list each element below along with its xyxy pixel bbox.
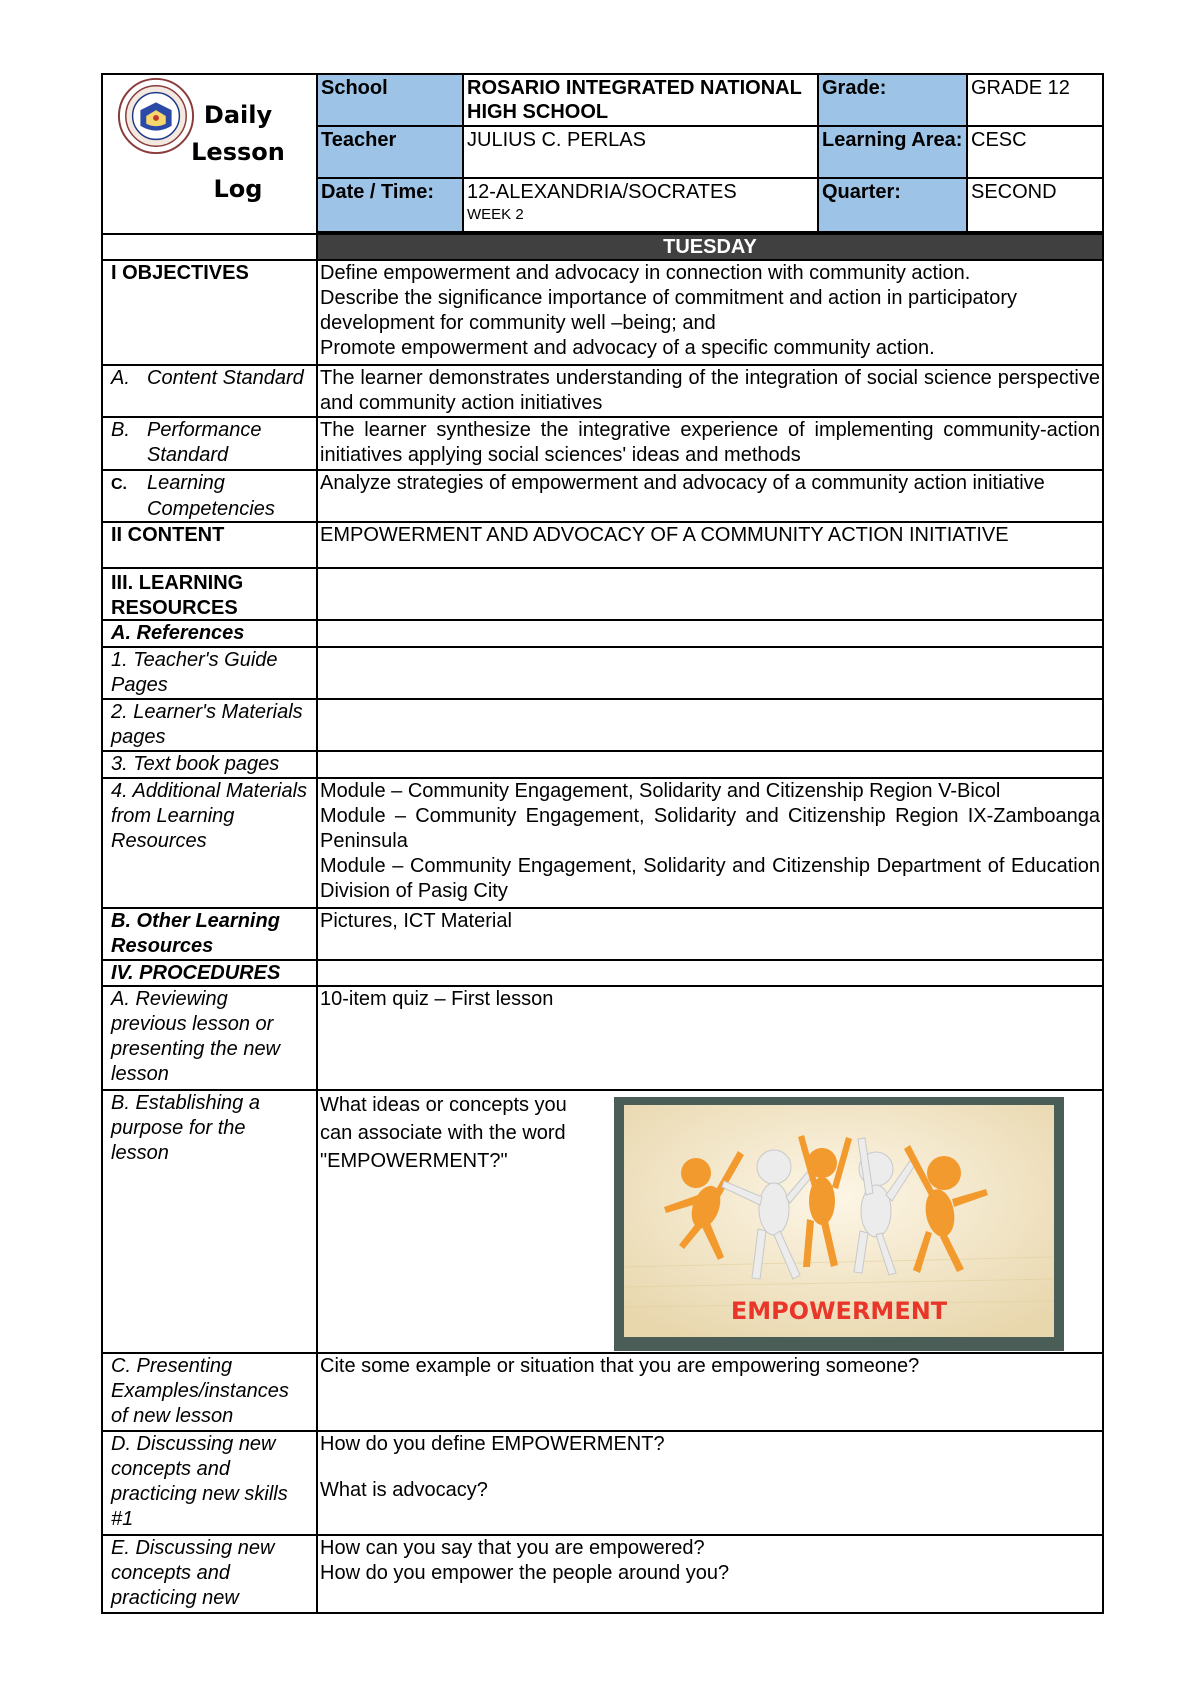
discussing1-label: D. Discussing new concepts and practicing new skills #1: [103, 1432, 318, 1534]
day-header-row: [101, 233, 1104, 261]
teacher-value: JULIUS C. PERLAS: [464, 127, 819, 179]
content-standard-value: The learner demonstrates understanding of the integration of social science perspective and community action initiatives: [320, 367, 1100, 414]
establishing-label: B. Establishing a purpose for the lesson: [103, 1091, 318, 1352]
datetime-cell: [464, 179, 819, 233]
textbook-label: 3. Text book pages: [103, 752, 318, 777]
discussing2-row: [101, 1536, 1104, 1614]
learning-competencies-prefix: C.: [111, 476, 127, 493]
objective-item: Define empowerment and advocacy in connection with community action.: [320, 262, 971, 284]
dll-title-line-2: Lesson: [191, 138, 285, 166]
objective-item: Promote empowerment and advocacy of a specific community action.: [320, 337, 935, 359]
learning-resources-label: III. LEARNING RESOURCES: [103, 569, 318, 619]
discussing2-label: E. Discussing new concepts and practicing new: [103, 1536, 318, 1612]
content-standard-label: [103, 366, 318, 416]
module-reference: Module – Community Engagement, Solidarity and Citizenship Region V-Bicol: [320, 780, 1001, 802]
dll-title: [163, 97, 313, 208]
content-standard-prefix: A.: [111, 367, 130, 389]
references-label: A. References: [103, 621, 318, 646]
establishing-value: [318, 1091, 1102, 1352]
week-value: WEEK 2: [467, 206, 524, 223]
learning-competencies-row: [101, 471, 1104, 523]
quarter-value: SECOND: [968, 179, 1104, 233]
content-standard-row: [101, 366, 1104, 418]
objectives-label: I OBJECTIVES: [103, 261, 318, 364]
daily-lesson-log: [101, 73, 1104, 1614]
additional-materials-row: [101, 779, 1104, 909]
day-label: TUESDAY: [318, 235, 1102, 259]
dll-title-line-3: Log: [213, 175, 263, 203]
datetime-label: Date / Time:: [318, 179, 464, 233]
presenting-value: Cite some example or situation that you are empowering someone?: [320, 1355, 920, 1377]
content-standard-text: Content Standard: [147, 367, 304, 389]
school-value: ROSARIO INTEGRATED NATIONAL HIGH SCHOOL: [464, 75, 819, 127]
other-resources-label: B. Other Learning Resources: [103, 909, 318, 959]
teachers-guide-label: 1. Teacher's Guide Pages: [103, 648, 318, 698]
learners-materials-value: [318, 700, 1102, 750]
performance-standard-row: [101, 418, 1104, 471]
other-resources-row: [101, 909, 1104, 961]
other-resources-value: Pictures, ICT Material: [320, 910, 512, 932]
learners-materials-row: [101, 700, 1104, 752]
reviewing-label: A. Reviewing previous lesson or presenting the new lesson: [103, 987, 318, 1089]
grade-label: Grade:: [819, 75, 968, 127]
learning-competencies-value: Analyze strategies of empowerment and advocacy of a community action initiative: [320, 472, 1045, 494]
performance-standard-value: The learner synthesize the integrative experience of implementing community-action initiatives applying social sciences' ideas and methods: [320, 419, 1100, 466]
procedures-value: [318, 961, 1102, 985]
empowerment-image: [614, 1097, 1064, 1351]
header-title-cell: [103, 75, 318, 233]
references-value: [318, 621, 1102, 646]
procedures-label: IV. PROCEDURES: [103, 961, 318, 985]
textbook-value: [318, 752, 1102, 777]
presenting-row: [101, 1354, 1104, 1432]
learning-area-label: Learning Area:: [819, 127, 968, 179]
establishing-question: What ideas or concepts you can associate with the word "EMPOWERMENT?": [320, 1094, 567, 1172]
discussion-question: How can you say that you are empowered?: [320, 1537, 705, 1559]
references-row: [101, 621, 1104, 648]
datetime-value: 12-ALEXANDRIA/SOCRATES: [467, 181, 737, 203]
additional-materials-label: 4. Additional Materials from Learning Resources: [103, 779, 318, 907]
establishing-row: [101, 1091, 1104, 1354]
content-label: II CONTENT: [103, 523, 318, 567]
additional-materials-value: [318, 779, 1102, 907]
learning-area-value: CESC: [968, 127, 1104, 179]
objectives-row: [101, 261, 1104, 366]
performance-standard-prefix: B.: [111, 419, 130, 441]
discussing1-value: [318, 1432, 1102, 1534]
school-label: School: [318, 75, 464, 127]
header-block: [101, 73, 1104, 233]
module-reference: Module – Community Engagement, Solidarity and Citizenship Region IX-Zamboanga Peninsula: [320, 805, 1100, 852]
learners-materials-label: 2. Learner's Materials pages: [103, 700, 318, 750]
reviewing-row: [101, 987, 1104, 1091]
textbook-row: [101, 752, 1104, 779]
module-reference: Module – Community Engagement, Solidarity and Citizenship Department of Education Division of Pasig City: [320, 855, 1100, 902]
header-info-grid: [318, 75, 1102, 233]
teachers-guide-value: [318, 648, 1102, 698]
reviewing-value: 10-item quiz – First lesson: [320, 988, 554, 1010]
discussion-question: How do you define EMPOWERMENT?: [320, 1433, 665, 1455]
content-value: EMPOWERMENT AND ADVOCACY OF A COMMUNITY ACTION INITIATIVE: [320, 524, 1009, 546]
procedures-row: [101, 961, 1104, 987]
objectives-value: [318, 261, 1102, 364]
presenting-label: C. Presenting Examples/instances of new lesson: [103, 1354, 318, 1430]
quarter-label: Quarter:: [819, 179, 968, 233]
dll-title-line-1: Daily: [203, 101, 273, 129]
learning-competencies-label: [103, 471, 318, 521]
learning-competencies-text: Learning Competencies: [147, 472, 275, 520]
discussion-question: How do you empower the people around you?: [320, 1562, 730, 1584]
day-header-blank: [103, 235, 318, 259]
teacher-label: Teacher: [318, 127, 464, 179]
learning-resources-row: [101, 569, 1104, 621]
discussing2-value: [318, 1536, 1102, 1612]
grade-value: GRADE 12: [968, 75, 1104, 127]
performance-standard-text: Performance Standard: [147, 419, 262, 466]
content-row: [101, 523, 1104, 569]
discussion-question: What is advocacy?: [320, 1479, 488, 1501]
objective-item: Describe the significance importance of commitment and action in participatory development for community well –being; and: [320, 287, 1017, 334]
empowerment-image-caption: EMPOWERMENT: [730, 1297, 948, 1325]
performance-standard-label: [103, 418, 318, 469]
teachers-guide-row: [101, 648, 1104, 700]
discussing1-row: [101, 1432, 1104, 1536]
learning-resources-value: [318, 569, 1102, 619]
